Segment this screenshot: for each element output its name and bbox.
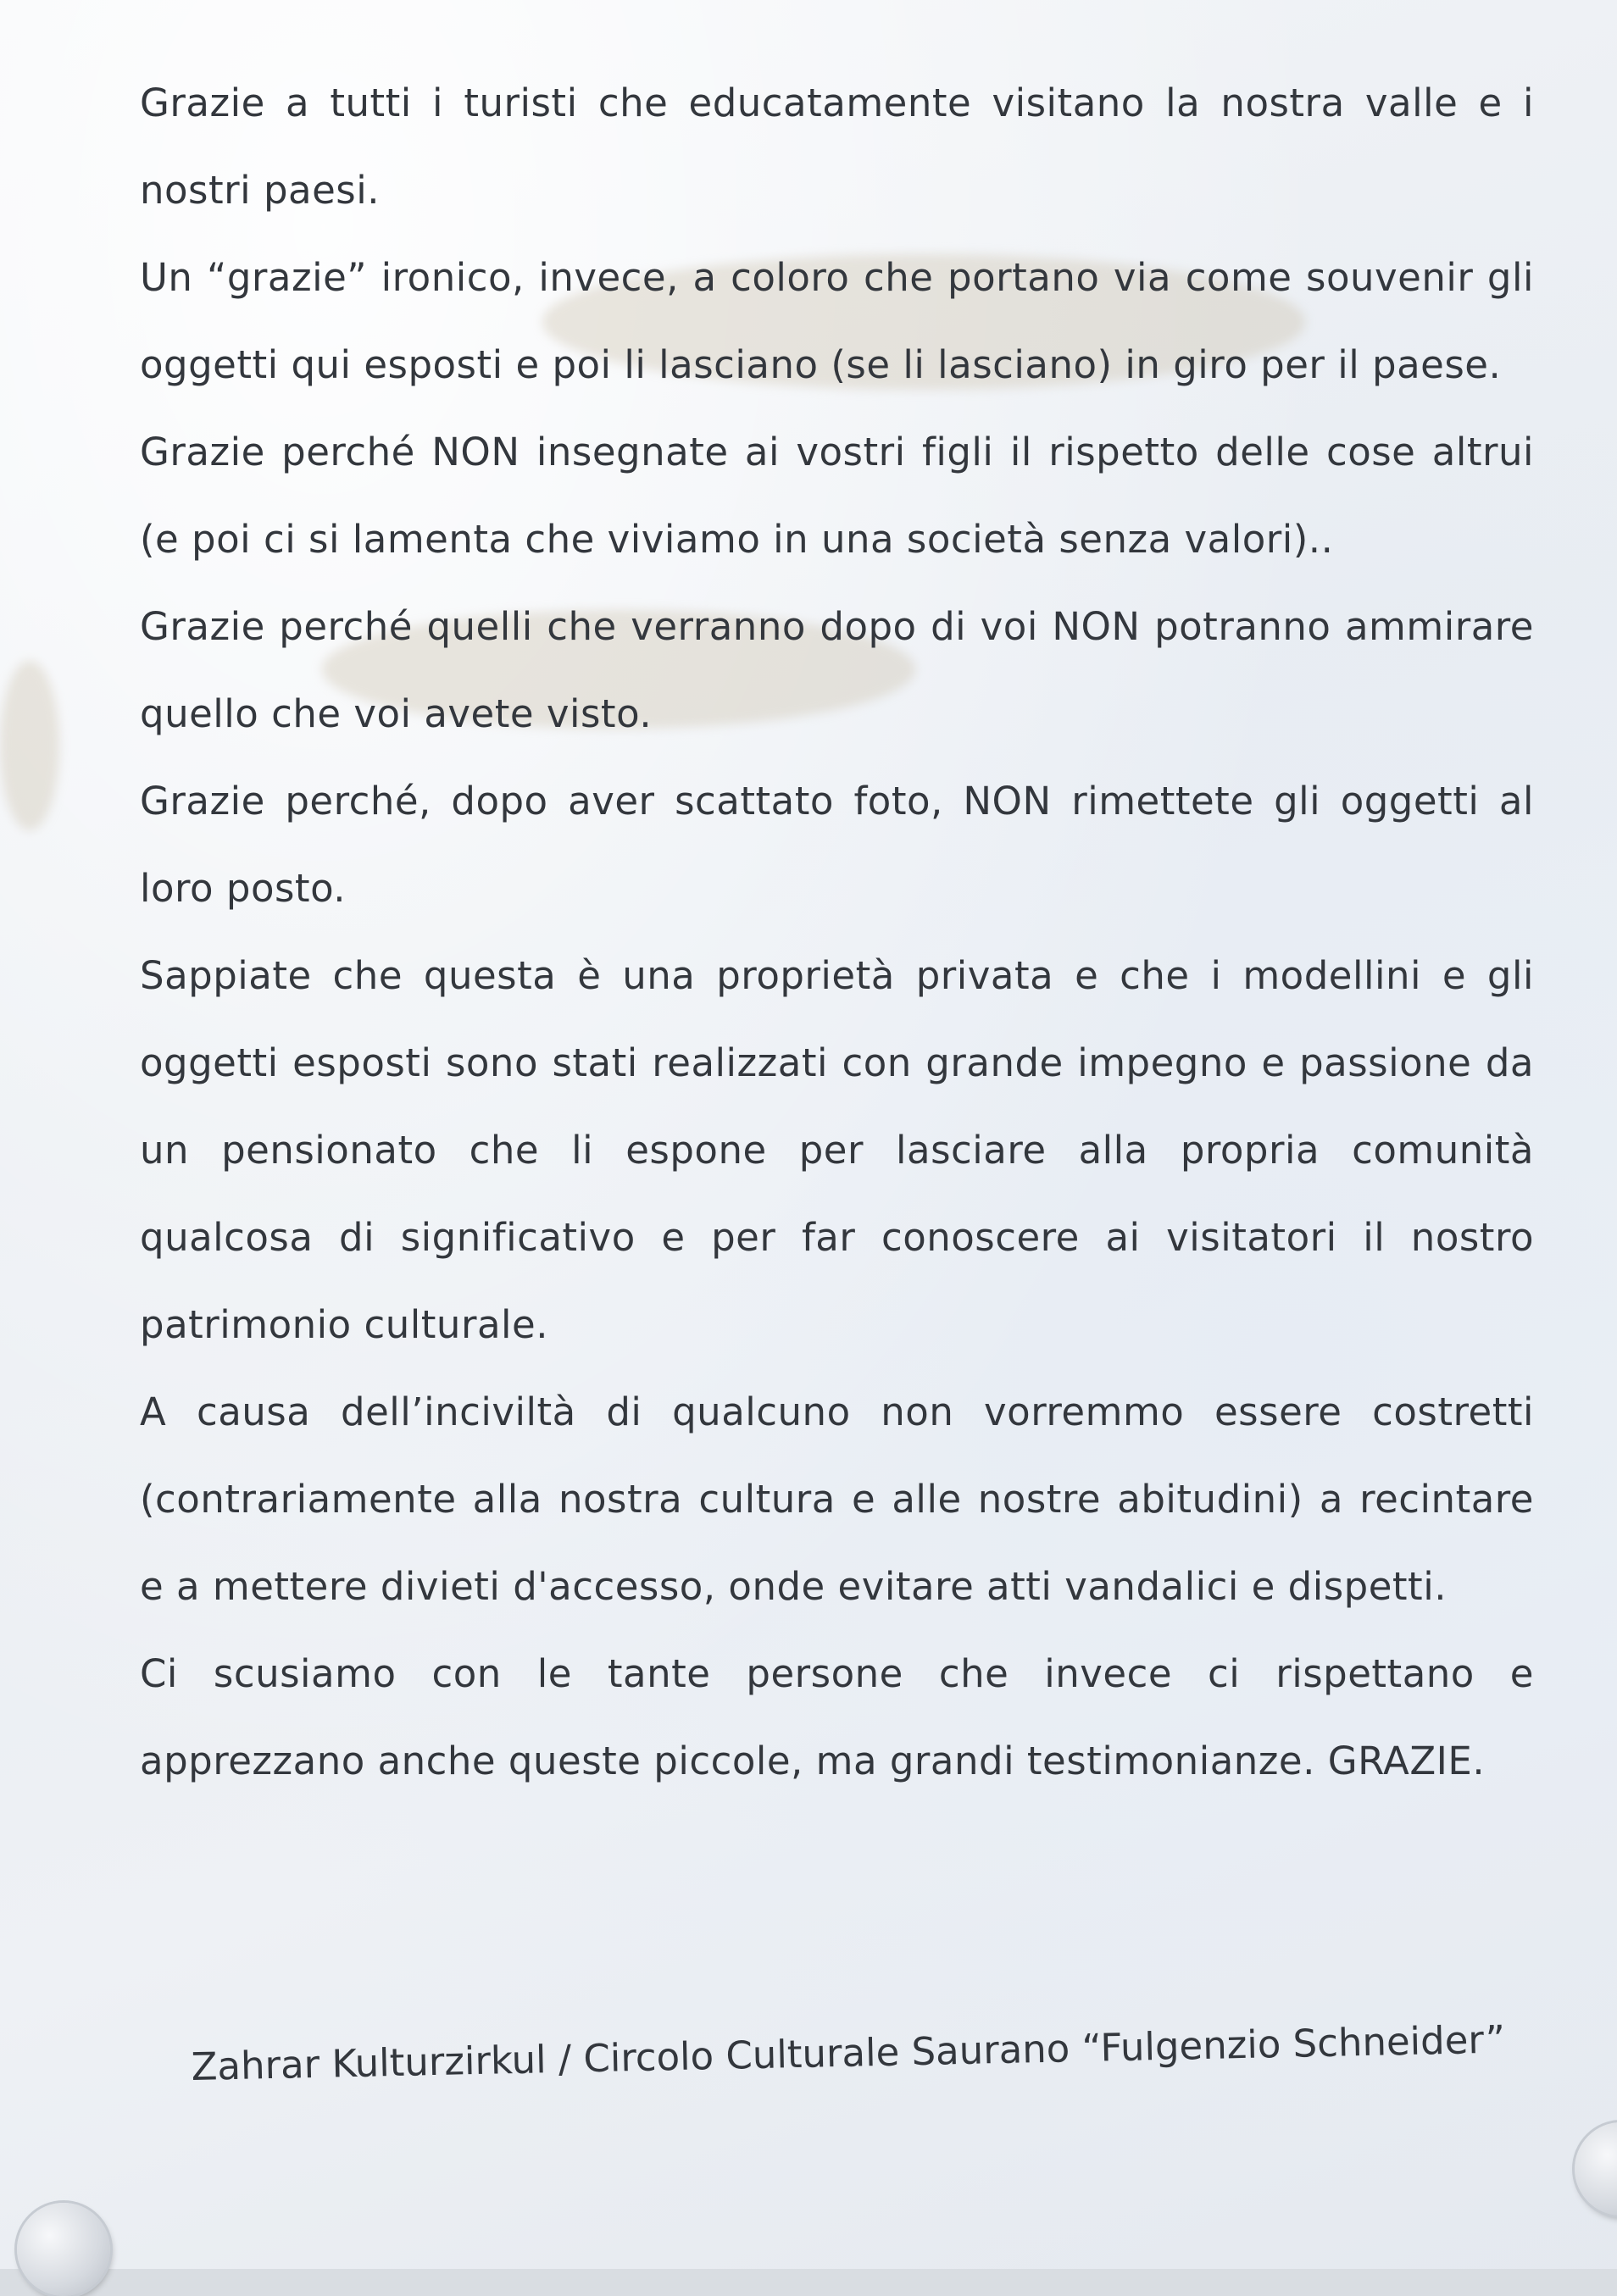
notice-paragraph: Ci scusiamo con le tante persone che invece ci rispettano e apprezzano anche queste piccole, ma grandi testimonianze. GRAZIE. <box>140 1651 1534 1783</box>
notice-paragraph: Grazie perché quelli che verranno dopo di voi NON potranno ammirare quello che voi avete visto. <box>140 604 1534 736</box>
notice-paragraph: Grazie a tutti i turisti che educatamente visitano la nostra valle e i nostri paesi. <box>140 80 1534 213</box>
notice-signature: Zahrar Kulturzirkul / Circolo Culturale Saurano “Fulgenzio Schneider” <box>191 2016 1506 2089</box>
thumbtack-icon <box>1575 2122 1617 2216</box>
paper-stain <box>0 661 59 830</box>
notice-paragraph: Un “grazie” ironico, invece, a coloro che portano via come souvenir gli oggetti qui esposti e poi li lasciano (se li lasciano) in giro per il paese. <box>140 255 1534 387</box>
notice-body <box>140 59 1534 1805</box>
notice-paragraph: Sappiate che questa è una proprietà privata e che i modellini e gli oggetti esposti sono stati realizzati con grande impegno e passione da un pensionato che li espone per lasciare alla propria comunità qualcosa di significativo e per far conoscere ai visitatori il nostro patrimonio culturale. <box>140 953 1534 1347</box>
thumbtack-icon <box>17 2203 110 2296</box>
notice-paragraph: Grazie perché NON insegnate ai vostri figli il rispetto delle cose altrui (e poi ci si lamenta che viviamo in una società senza valori).. <box>140 430 1534 562</box>
notice-paragraph: A causa dell’inciviltà di qualcuno non vorremmo essere costretti (contrariamente alla nostra cultura e alle nostre abitudini) a recintare e a mettere divieti d'accesso, onde evitare atti vandalici e dispetti. <box>140 1389 1534 1609</box>
notice-paragraph: Grazie perché, dopo aver scattato foto, NON rimettete gli oggetti al loro posto. <box>140 779 1534 911</box>
